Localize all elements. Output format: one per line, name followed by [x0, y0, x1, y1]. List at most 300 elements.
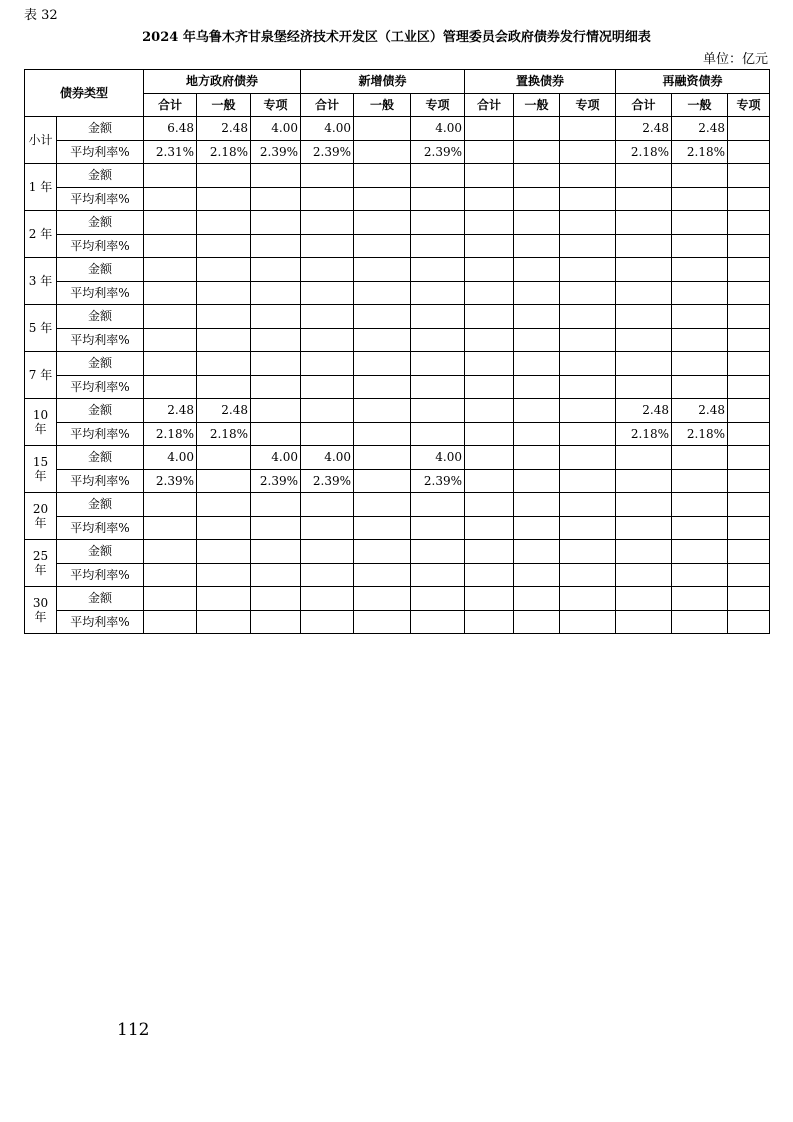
table-row	[25, 446, 770, 470]
amount-cell	[616, 305, 672, 329]
period-label: 7 年	[25, 352, 57, 399]
amount-cell	[197, 587, 251, 611]
amount-cell	[197, 164, 251, 188]
rate-cell	[616, 563, 672, 587]
metric-label-rate: 平均利率%	[57, 469, 144, 493]
rate-cell	[514, 234, 560, 258]
rate-cell	[616, 375, 672, 399]
rate-cell	[560, 328, 616, 352]
amount-cell	[301, 352, 354, 376]
amount-cell	[616, 446, 672, 470]
amount-cell	[301, 258, 354, 282]
subheader-general: 一般	[354, 93, 411, 117]
table-row	[25, 211, 770, 235]
rate-cell	[672, 281, 728, 305]
rate-cell: 2.18%	[616, 140, 672, 164]
rate-cell	[616, 281, 672, 305]
period-label: 30 年	[25, 587, 57, 634]
metric-label-rate: 平均利率%	[57, 563, 144, 587]
amount-cell	[616, 164, 672, 188]
amount-cell	[560, 305, 616, 329]
rate-cell	[514, 610, 560, 634]
rate-cell	[354, 422, 411, 446]
rate-cell	[560, 281, 616, 305]
metric-label-amount: 金额	[57, 117, 144, 141]
rate-cell	[144, 281, 197, 305]
rate-cell: 2.39%	[411, 140, 465, 164]
rate-cell	[197, 610, 251, 634]
amount-cell	[616, 258, 672, 282]
amount-cell	[514, 164, 560, 188]
amount-cell	[672, 164, 728, 188]
rate-cell	[728, 516, 770, 540]
amount-cell	[672, 211, 728, 235]
rate-cell	[144, 375, 197, 399]
metric-label-amount: 金额	[57, 164, 144, 188]
rate-cell	[560, 563, 616, 587]
amount-cell	[354, 211, 411, 235]
amount-cell: 4.00	[251, 117, 301, 141]
rate-cell	[560, 187, 616, 211]
rate-cell	[411, 422, 465, 446]
amount-cell	[616, 352, 672, 376]
amount-cell	[514, 352, 560, 376]
rate-cell: 2.39%	[251, 140, 301, 164]
metric-label-rate: 平均利率%	[57, 610, 144, 634]
amount-cell	[197, 493, 251, 517]
table-row	[25, 305, 770, 329]
amount-cell	[728, 587, 770, 611]
rate-cell	[301, 281, 354, 305]
rate-cell	[616, 187, 672, 211]
rate-cell	[251, 187, 301, 211]
amount-cell	[728, 352, 770, 376]
rate-cell	[616, 610, 672, 634]
amount-cell	[465, 164, 514, 188]
table-row	[25, 281, 770, 305]
rate-cell	[728, 140, 770, 164]
amount-cell	[197, 305, 251, 329]
rate-cell	[560, 469, 616, 493]
amount-cell	[465, 540, 514, 564]
subheader-special: 专项	[728, 93, 770, 117]
table-row	[25, 516, 770, 540]
subheader-total: 合计	[144, 93, 197, 117]
table-row	[25, 352, 770, 376]
rate-cell	[514, 469, 560, 493]
amount-cell	[672, 493, 728, 517]
amount-cell: 2.48	[197, 117, 251, 141]
subheader-total: 合计	[301, 93, 354, 117]
rate-cell	[251, 422, 301, 446]
rate-cell	[465, 234, 514, 258]
amount-cell	[560, 117, 616, 141]
amount-cell	[197, 540, 251, 564]
amount-cell	[354, 258, 411, 282]
amount-cell	[411, 164, 465, 188]
rate-cell	[354, 516, 411, 540]
amount-cell: 2.48	[144, 399, 197, 423]
rate-cell: 2.18%	[616, 422, 672, 446]
rate-cell	[144, 234, 197, 258]
table-row	[25, 469, 770, 493]
rate-cell	[354, 563, 411, 587]
amount-cell	[411, 352, 465, 376]
amount-cell	[560, 587, 616, 611]
metric-label-rate: 平均利率%	[57, 140, 144, 164]
rate-cell	[728, 281, 770, 305]
table-row	[25, 399, 770, 423]
rate-cell: 2.39%	[144, 469, 197, 493]
amount-cell	[354, 352, 411, 376]
period-label: 20 年	[25, 493, 57, 540]
rate-cell	[301, 375, 354, 399]
amount-cell	[616, 540, 672, 564]
rate-cell	[728, 328, 770, 352]
rate-cell	[465, 422, 514, 446]
rate-cell	[728, 234, 770, 258]
rate-cell: 2.18%	[144, 422, 197, 446]
amount-cell	[301, 305, 354, 329]
amount-cell	[728, 211, 770, 235]
amount-cell	[728, 164, 770, 188]
table-row	[25, 164, 770, 188]
amount-cell	[301, 211, 354, 235]
amount-cell	[560, 211, 616, 235]
rate-cell	[514, 187, 560, 211]
rate-cell	[672, 328, 728, 352]
rate-cell	[301, 516, 354, 540]
rate-cell	[411, 328, 465, 352]
amount-cell	[354, 587, 411, 611]
group-header-new: 新增债券	[301, 70, 465, 94]
subheader-general: 一般	[514, 93, 560, 117]
amount-cell	[672, 258, 728, 282]
amount-cell	[514, 446, 560, 470]
rate-cell	[144, 187, 197, 211]
amount-cell: 2.48	[616, 117, 672, 141]
group-header-refinancing: 再融资债券	[616, 70, 770, 94]
rate-cell	[672, 563, 728, 587]
rate-cell	[616, 469, 672, 493]
amount-cell	[411, 211, 465, 235]
rate-cell	[560, 234, 616, 258]
subheader-total: 合计	[616, 93, 672, 117]
amount-cell	[301, 587, 354, 611]
rate-cell	[197, 328, 251, 352]
amount-cell	[672, 540, 728, 564]
rate-cell	[301, 187, 354, 211]
amount-cell	[144, 305, 197, 329]
table-label: 表 32	[24, 8, 58, 23]
rate-cell	[560, 375, 616, 399]
rate-cell	[411, 281, 465, 305]
amount-cell	[251, 493, 301, 517]
document-title: 2024 年乌鲁木齐甘泉堡经济技术开发区（工业区）管理委员会政府债券发行情况明细表	[142, 30, 651, 45]
amount-cell: 2.48	[672, 399, 728, 423]
rate-cell	[354, 610, 411, 634]
metric-label-rate: 平均利率%	[57, 187, 144, 211]
metric-label-amount: 金额	[57, 305, 144, 329]
amount-cell	[465, 258, 514, 282]
subheader-special: 专项	[560, 93, 616, 117]
rate-cell	[197, 469, 251, 493]
amount-cell	[301, 399, 354, 423]
subheader-general: 一般	[197, 93, 251, 117]
table-row	[25, 540, 770, 564]
table-body	[25, 117, 770, 634]
rate-cell	[251, 516, 301, 540]
rate-cell	[411, 375, 465, 399]
amount-cell	[354, 305, 411, 329]
rate-cell	[354, 140, 411, 164]
rate-cell	[672, 469, 728, 493]
subheader-general: 一般	[672, 93, 728, 117]
rate-cell: 2.39%	[411, 469, 465, 493]
amount-cell	[465, 399, 514, 423]
amount-cell	[301, 540, 354, 564]
rate-cell	[301, 328, 354, 352]
metric-label-rate: 平均利率%	[57, 375, 144, 399]
amount-cell	[514, 211, 560, 235]
rate-cell	[514, 328, 560, 352]
amount-cell	[728, 493, 770, 517]
bond-issuance-table	[24, 69, 770, 634]
amount-cell	[514, 399, 560, 423]
rate-cell	[197, 563, 251, 587]
period-label: 15 年	[25, 446, 57, 493]
metric-label-amount: 金额	[57, 493, 144, 517]
rate-cell	[411, 610, 465, 634]
rate-cell	[728, 610, 770, 634]
amount-cell: 4.00	[411, 446, 465, 470]
rate-cell	[672, 610, 728, 634]
amount-cell: 4.00	[301, 117, 354, 141]
amount-cell	[144, 258, 197, 282]
table-row	[25, 187, 770, 211]
amount-cell	[354, 446, 411, 470]
amount-cell	[465, 352, 514, 376]
amount-cell	[728, 117, 770, 141]
amount-cell	[728, 399, 770, 423]
rate-cell	[672, 375, 728, 399]
amount-cell	[354, 493, 411, 517]
amount-cell	[144, 352, 197, 376]
amount-cell: 2.48	[672, 117, 728, 141]
rate-cell	[251, 375, 301, 399]
corner-header: 债券类型	[25, 70, 144, 117]
amount-cell: 6.48	[144, 117, 197, 141]
rate-cell	[354, 187, 411, 211]
period-label: 5 年	[25, 305, 57, 352]
rate-cell	[672, 234, 728, 258]
amount-cell	[514, 587, 560, 611]
metric-label-rate: 平均利率%	[57, 234, 144, 258]
amount-cell	[616, 211, 672, 235]
rate-cell	[354, 328, 411, 352]
rate-cell	[728, 422, 770, 446]
amount-cell	[354, 164, 411, 188]
rate-cell	[411, 187, 465, 211]
rate-cell	[197, 516, 251, 540]
period-label: 2 年	[25, 211, 57, 258]
metric-label-amount: 金额	[57, 540, 144, 564]
rate-cell	[144, 328, 197, 352]
rate-cell: 2.39%	[301, 140, 354, 164]
rate-cell	[197, 187, 251, 211]
rate-cell	[514, 281, 560, 305]
table-row	[25, 375, 770, 399]
group-header-local-gov: 地方政府债券	[144, 70, 301, 94]
amount-cell	[672, 305, 728, 329]
rate-cell	[251, 281, 301, 305]
amount-cell	[411, 258, 465, 282]
rate-cell	[411, 516, 465, 540]
rate-cell	[251, 234, 301, 258]
metric-label-rate: 平均利率%	[57, 516, 144, 540]
rate-cell	[672, 516, 728, 540]
group-header-replacement: 置换债券	[465, 70, 616, 94]
rate-cell	[465, 610, 514, 634]
table-row	[25, 563, 770, 587]
rate-cell	[411, 563, 465, 587]
rate-cell	[672, 187, 728, 211]
rate-cell	[354, 281, 411, 305]
amount-cell	[301, 164, 354, 188]
rate-cell	[514, 422, 560, 446]
rate-cell	[560, 422, 616, 446]
amount-cell	[354, 117, 411, 141]
amount-cell	[514, 493, 560, 517]
rate-cell	[514, 375, 560, 399]
metric-label-rate: 平均利率%	[57, 281, 144, 305]
table-row	[25, 422, 770, 446]
amount-cell	[144, 587, 197, 611]
rate-cell	[251, 610, 301, 634]
amount-cell	[514, 117, 560, 141]
rate-cell	[354, 375, 411, 399]
rate-cell	[616, 328, 672, 352]
metric-label-amount: 金额	[57, 399, 144, 423]
table-row	[25, 117, 770, 141]
rate-cell	[465, 187, 514, 211]
rate-cell	[514, 140, 560, 164]
amount-cell	[560, 399, 616, 423]
amount-cell	[144, 211, 197, 235]
rate-cell	[301, 610, 354, 634]
amount-cell: 2.48	[616, 399, 672, 423]
amount-cell: 2.48	[197, 399, 251, 423]
amount-cell	[411, 305, 465, 329]
rate-cell: 2.18%	[672, 422, 728, 446]
amount-cell	[251, 164, 301, 188]
amount-cell	[411, 587, 465, 611]
amount-cell	[411, 540, 465, 564]
amount-cell	[672, 446, 728, 470]
metric-label-amount: 金额	[57, 211, 144, 235]
table-row	[25, 234, 770, 258]
rate-cell	[616, 234, 672, 258]
amount-cell	[465, 493, 514, 517]
rate-cell	[144, 563, 197, 587]
amount-cell	[616, 587, 672, 611]
rate-cell	[560, 610, 616, 634]
amount-cell	[514, 540, 560, 564]
rate-cell	[728, 187, 770, 211]
metric-label-rate: 平均利率%	[57, 328, 144, 352]
amount-cell: 4.00	[301, 446, 354, 470]
amount-cell	[197, 446, 251, 470]
rate-cell: 2.39%	[251, 469, 301, 493]
amount-cell	[560, 540, 616, 564]
rate-cell	[465, 469, 514, 493]
period-label: 10 年	[25, 399, 57, 446]
metric-label-amount: 金额	[57, 587, 144, 611]
rate-cell	[560, 140, 616, 164]
amount-cell	[411, 399, 465, 423]
metric-label-amount: 金额	[57, 258, 144, 282]
amount-cell	[560, 493, 616, 517]
amount-cell	[728, 540, 770, 564]
rate-cell	[465, 140, 514, 164]
rate-cell	[354, 234, 411, 258]
rate-cell	[728, 469, 770, 493]
rate-cell	[465, 281, 514, 305]
table-header-row-groups	[25, 70, 770, 94]
unit-label: 单位：亿元	[702, 52, 768, 67]
table-row	[25, 258, 770, 282]
table-row	[25, 610, 770, 634]
rate-cell	[197, 281, 251, 305]
rate-cell	[465, 516, 514, 540]
amount-cell	[465, 305, 514, 329]
amount-cell	[144, 493, 197, 517]
rate-cell	[465, 328, 514, 352]
rate-cell	[251, 563, 301, 587]
amount-cell	[514, 258, 560, 282]
amount-cell	[560, 446, 616, 470]
rate-cell	[560, 516, 616, 540]
metric-label-rate: 平均利率%	[57, 422, 144, 446]
amount-cell	[560, 258, 616, 282]
rate-cell	[514, 516, 560, 540]
rate-cell	[514, 563, 560, 587]
metric-label-amount: 金额	[57, 446, 144, 470]
amount-cell	[465, 117, 514, 141]
amount-cell	[144, 540, 197, 564]
amount-cell	[251, 352, 301, 376]
amount-cell	[672, 352, 728, 376]
rate-cell	[301, 422, 354, 446]
rate-cell: 2.18%	[672, 140, 728, 164]
rate-cell	[251, 328, 301, 352]
period-label: 小计	[25, 117, 57, 164]
amount-cell	[514, 305, 560, 329]
amount-cell	[251, 540, 301, 564]
amount-cell	[672, 587, 728, 611]
table-row	[25, 587, 770, 611]
table-row	[25, 493, 770, 517]
amount-cell	[301, 493, 354, 517]
rate-cell	[465, 563, 514, 587]
rate-cell	[197, 375, 251, 399]
amount-cell	[728, 446, 770, 470]
rate-cell	[144, 516, 197, 540]
rate-cell	[301, 234, 354, 258]
period-label: 1 年	[25, 164, 57, 211]
amount-cell	[560, 164, 616, 188]
amount-cell	[354, 540, 411, 564]
